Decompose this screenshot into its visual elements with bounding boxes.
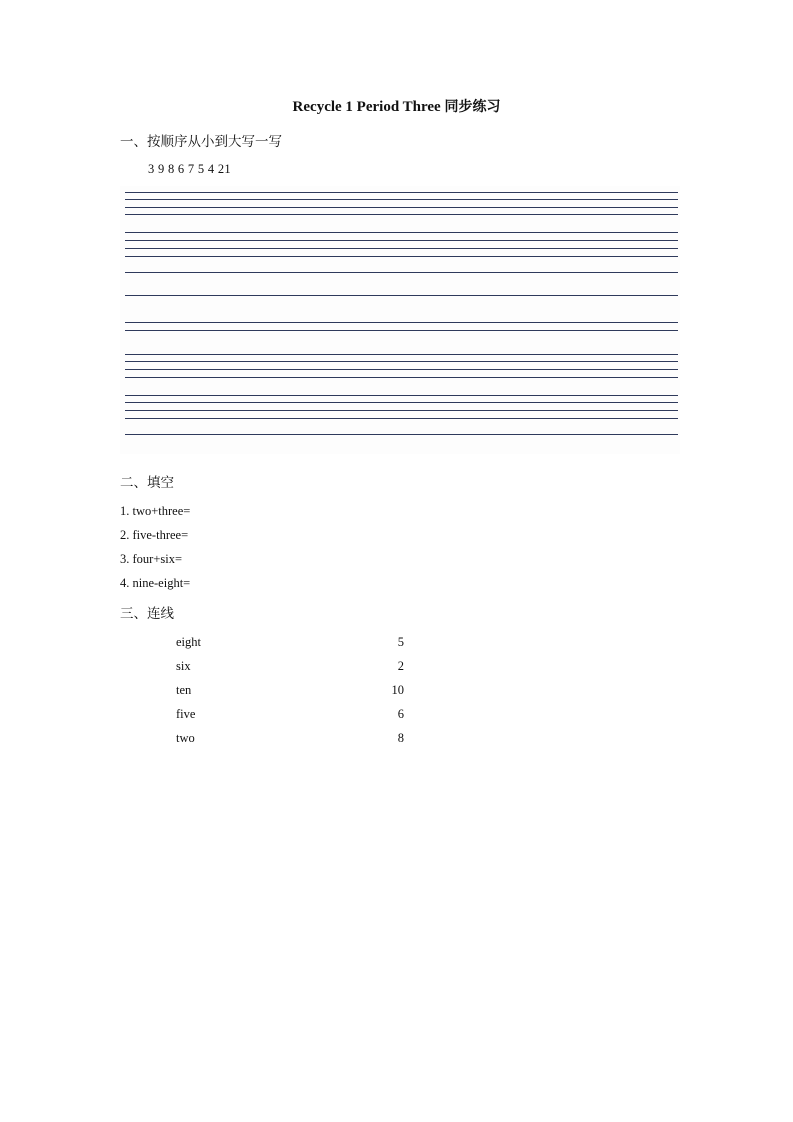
match-word[interactable]: five	[176, 707, 196, 721]
writing-line	[125, 248, 678, 249]
writing-line	[125, 192, 678, 193]
match-number[interactable]: 8	[397, 731, 404, 745]
writing-line	[125, 354, 678, 355]
writing-line	[125, 410, 678, 411]
writing-line	[125, 232, 678, 233]
writing-line	[125, 369, 678, 370]
writing-line	[125, 199, 678, 200]
match-number[interactable]: 10	[391, 683, 404, 697]
section3-heading: 三、连线	[120, 606, 174, 622]
fill-blank-item: 3. four+six=	[120, 552, 183, 566]
match-word[interactable]: ten	[176, 683, 192, 697]
writing-line	[125, 330, 678, 331]
match-word[interactable]: eight	[176, 635, 201, 649]
match-number[interactable]: 2	[397, 659, 404, 673]
number-sequence: 3 9 8 6 7 5 4 21	[148, 162, 231, 176]
fill-blank-item: 1. two+three=	[120, 504, 191, 518]
page-title	[0, 96, 793, 116]
title-chinese: 同步练习	[444, 99, 501, 115]
section2-heading: 二、填空	[120, 475, 174, 491]
section1-heading: 一、按顺序从小到大写一写	[120, 134, 282, 150]
writing-line	[125, 434, 678, 435]
writing-line	[125, 418, 678, 419]
match-word[interactable]: two	[176, 731, 195, 745]
match-number[interactable]: 5	[397, 635, 404, 649]
title-latin: Recycle 1 Period Three	[292, 99, 441, 115]
fill-blank-item: 2. five-three=	[120, 528, 189, 542]
writing-line	[125, 207, 678, 208]
writing-line	[125, 402, 678, 403]
match-number[interactable]: 6	[397, 707, 404, 721]
match-word[interactable]: six	[176, 659, 191, 673]
writing-line	[125, 361, 678, 362]
writing-line	[125, 322, 678, 323]
writing-line	[125, 377, 678, 378]
writing-line	[125, 295, 678, 296]
writing-line	[125, 240, 678, 241]
fill-blank-item: 4. nine-eight=	[120, 576, 191, 590]
writing-line	[125, 395, 678, 396]
writing-lines-area[interactable]	[120, 186, 680, 454]
writing-line	[125, 256, 678, 257]
writing-line	[125, 214, 678, 215]
writing-line	[125, 272, 678, 273]
